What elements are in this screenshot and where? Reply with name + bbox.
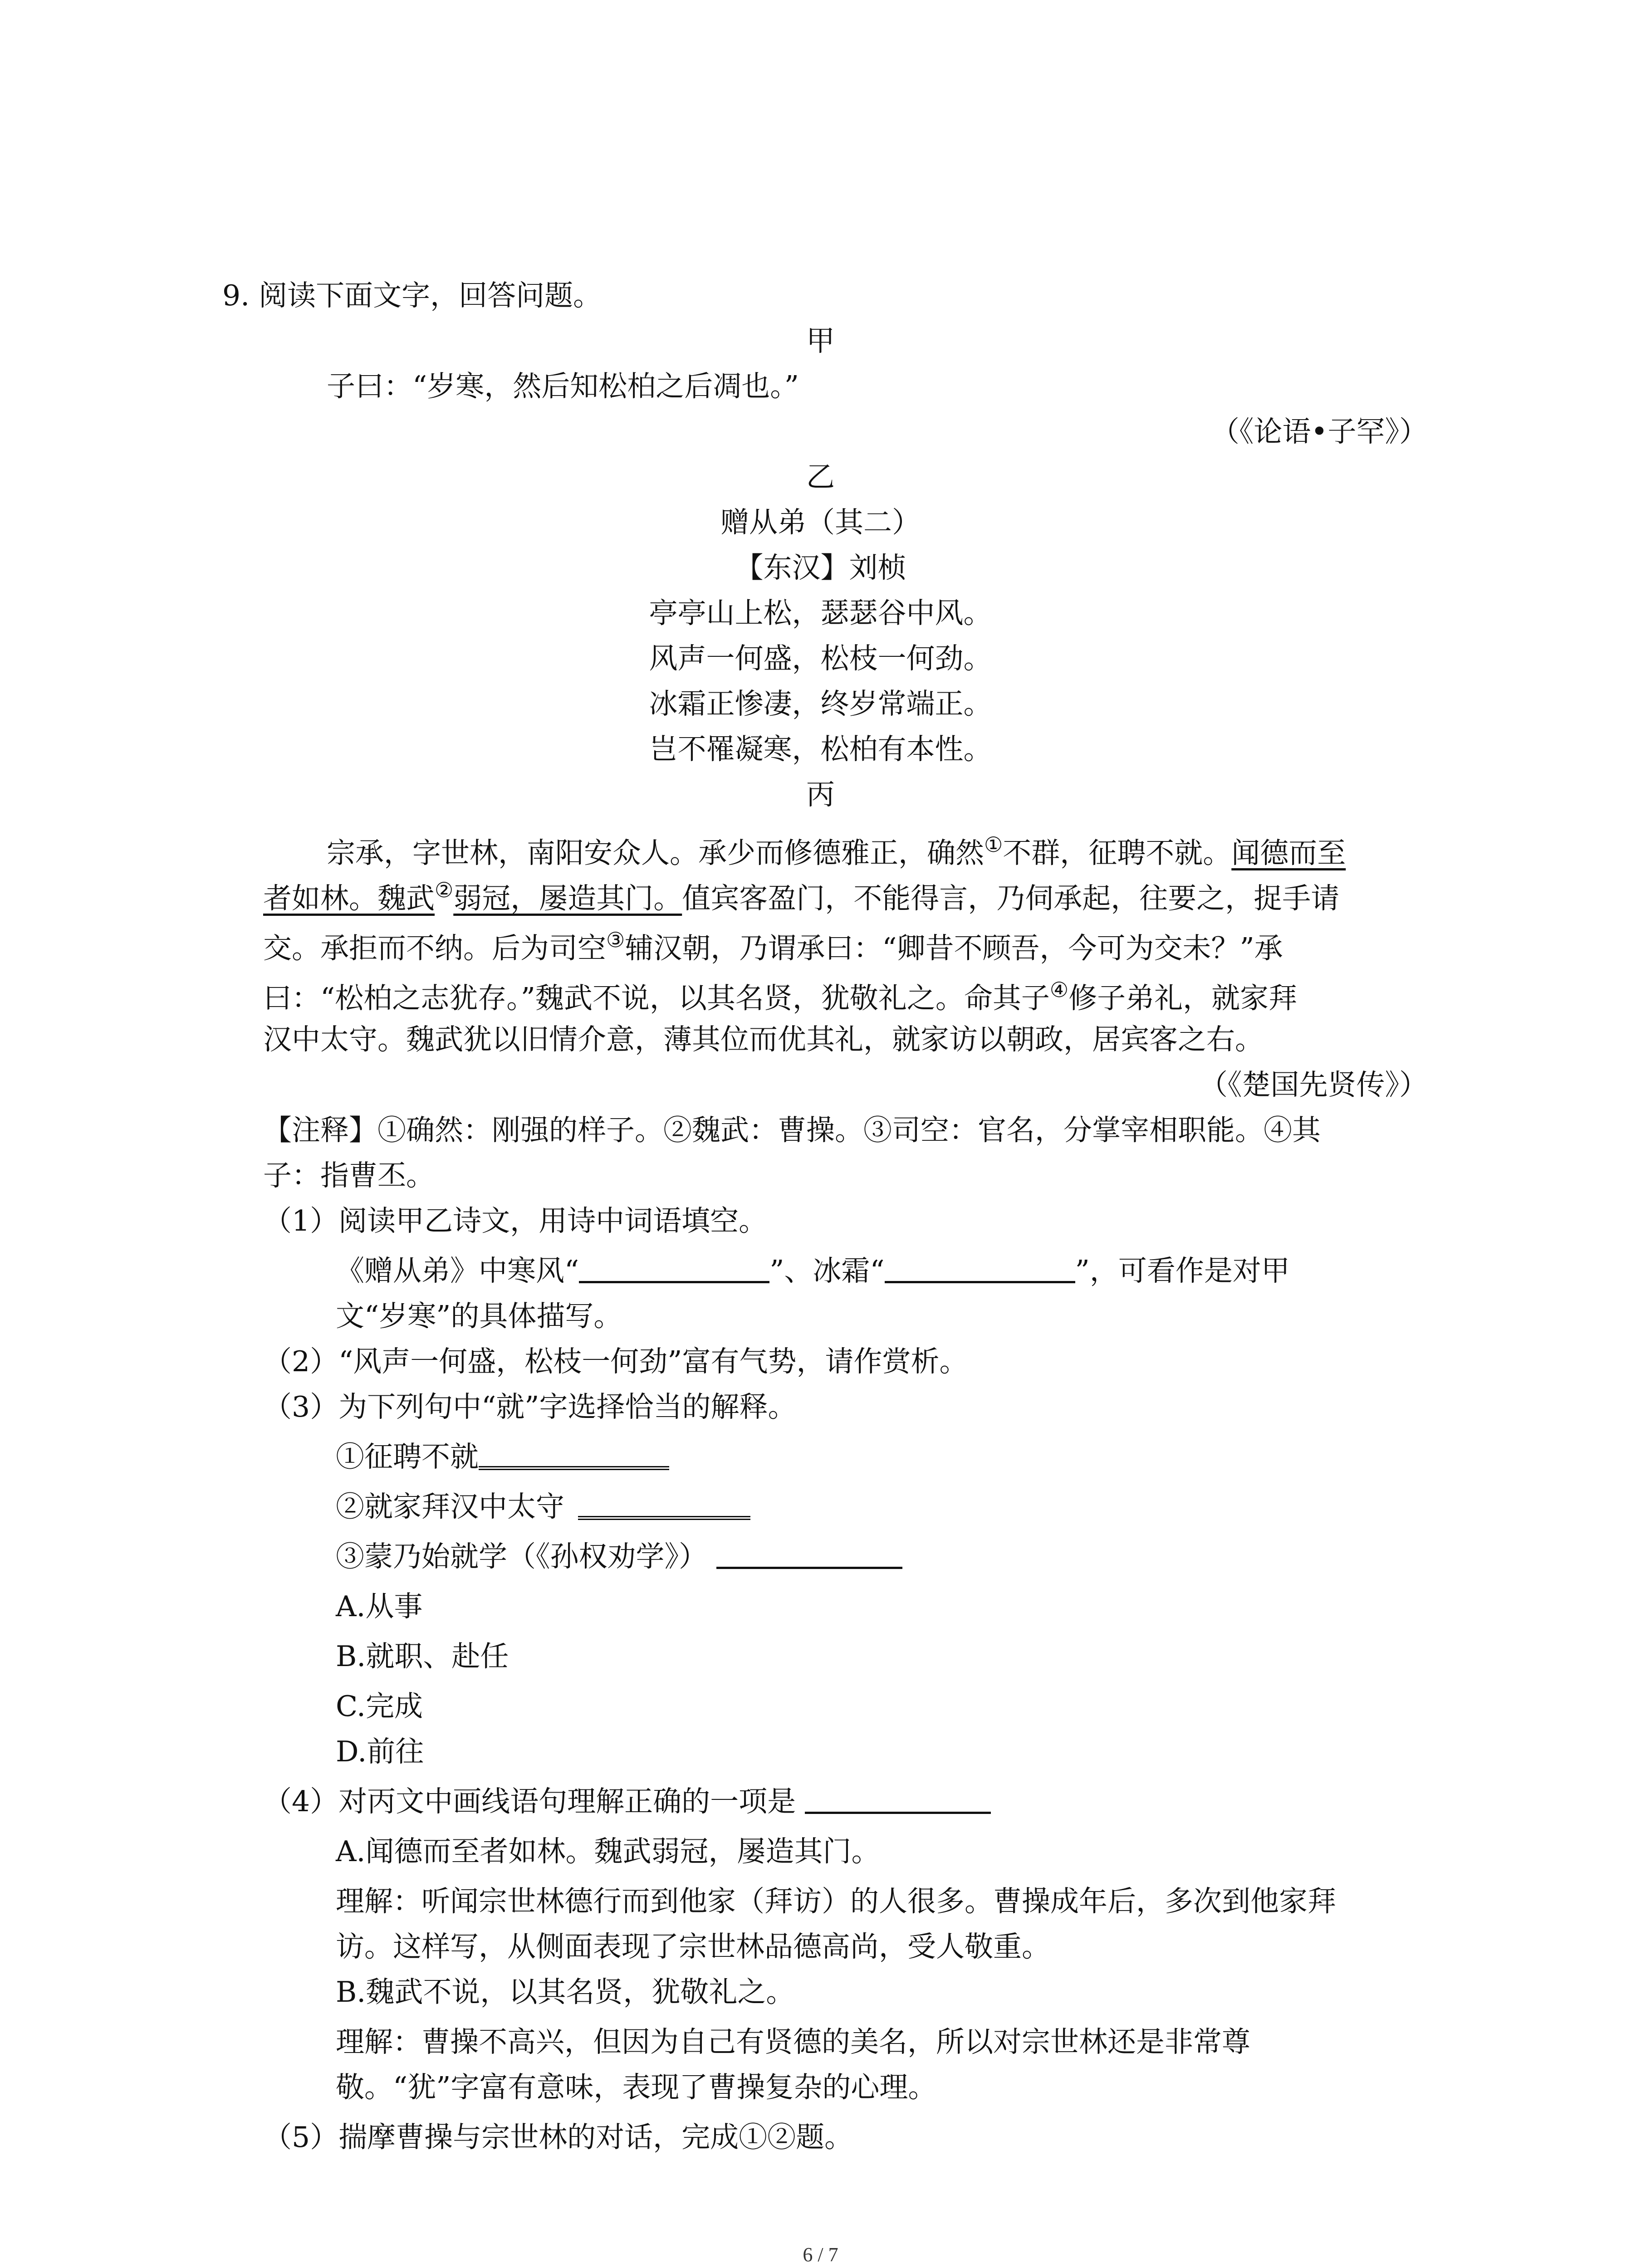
section-c-line-3: 交。承拒而不纳。后为司空③辅汉朝，乃谓承曰：“卿昔不顾吾，今可为交未？”承: [263, 928, 1283, 965]
section-a-label: 甲: [806, 324, 835, 357]
section-b-label: 乙: [806, 460, 835, 494]
q4-option-b: B.魏武不说，以其名贤，犹敬礼之。: [336, 1975, 795, 2009]
underlined-sentence: 者如林。魏武: [263, 882, 435, 915]
underlined-sentence: 弱冠，屡造其门。: [453, 882, 682, 915]
poem-line: 岂不罹凝寒，松柏有本性。: [649, 733, 992, 766]
answer-blank[interactable]: [579, 1256, 769, 1283]
notes-line-2: 子：指曹丕。: [263, 1159, 435, 1192]
q3-item: ①征聘不就: [336, 1439, 669, 1475]
q4-explanation: 理解：曹操不高兴，但因为自己有贤德的美名，所以对宗世林还是非常尊: [336, 2025, 1250, 2058]
notes-line-1: 【注释】①确然：刚强的样子。②魏武：曹操。③司空：官名，分掌宰相职能。④其: [263, 1114, 1321, 1147]
q3-option: C.完成: [336, 1690, 423, 1723]
answer-blank[interactable]: [716, 1541, 902, 1569]
answer-blank[interactable]: [578, 1492, 750, 1520]
section-a-text: 子曰：“岁寒，然后知松柏之后凋也。”: [327, 370, 799, 403]
section-c-line-5: 汉中太守。魏武犹以旧情介意，薄其位而优其礼，就家访以朝政，居宾客之右。: [263, 1023, 1264, 1056]
poem-author: 【东汉】刘桢: [735, 551, 906, 584]
q3-option: A.从事: [336, 1590, 423, 1623]
q2-prompt: （2）“风声一何盛，松枝一何劲”富有气势，请作赏析。: [263, 1345, 968, 1378]
section-c-line-2: 者如林。魏武②弱冠，屡造其门。值宾客盈门，不能得言，乃伺承起，往要之，捉手请: [263, 878, 1340, 915]
underlined-sentence: 闻德而至: [1231, 836, 1346, 870]
q1-fill-line: 《赠从弟》中寒风“ ”、冰霜“ ”，可看作是对甲: [336, 1254, 1290, 1287]
poem-line: 亭亭山上松，瑟瑟谷中风。: [649, 596, 992, 630]
q5-prompt: （5）揣摩曹操与宗世林的对话，完成①②题。: [263, 2121, 853, 2154]
q1-prompt: （1）阅读甲乙诗文，用诗中词语填空。: [263, 1204, 768, 1237]
q3-item: ③蒙乃始就学（《孙权劝学》）: [336, 1539, 902, 1575]
poem-line: 冰霜正惨凄，终岁常端正。: [649, 687, 992, 720]
poem-title: 赠从弟（其二）: [720, 506, 921, 539]
page-number: 6 / 7: [803, 2244, 838, 2266]
section-a-source: （《论语•子罕》）: [1210, 415, 1428, 448]
answer-blank[interactable]: [805, 1786, 991, 1814]
answer-blank[interactable]: [885, 1256, 1075, 1283]
q4-explanation: 敬。“犹”字富有意味，表现了曹操复杂的心理。: [336, 2071, 937, 2104]
answer-blank[interactable]: [479, 1442, 669, 1470]
q3-item: ②就家拜汉中太守: [336, 1489, 750, 1525]
q3-option: B.就职、赴任: [336, 1640, 509, 1673]
q4-option-a: A.闻德而至者如林。魏武弱冠，屡造其门。: [336, 1835, 880, 1868]
q1-line-2: 文“岁寒”的具体描写。: [336, 1300, 622, 1333]
question-heading: 9. 阅读下面文字，回答问题。: [222, 279, 602, 312]
section-c-label: 丙: [806, 778, 835, 811]
q3-option: D.前往: [336, 1735, 424, 1768]
section-c-source: （《楚国先贤传》）: [1199, 1068, 1428, 1101]
section-c-line-1: 宗承，字世林，南阳安众人。承少而修德雅正，确然①不群，征聘不就。闻德而至: [327, 832, 1346, 870]
q4-explanation: 理解：听闻宗世林德行而到他家（拜访）的人很多。曹操成年后，多次到他家拜: [336, 1885, 1336, 1918]
q4-prompt: （4）对丙文中画线语句理解正确的一项是: [263, 1784, 991, 1820]
section-c-line-4: 曰：“松柏之志犹存。”魏武不说，以其名贤，犹敬礼之。命其子④修子弟礼，就家拜: [263, 978, 1298, 1015]
q4-explanation: 访。这样写，从侧面表现了宗世林品德高尚，受人敬重。: [336, 1930, 1050, 1963]
poem-line: 风声一何盛，松枝一何劲。: [649, 642, 992, 675]
q3-prompt: （3）为下列句中“就”字选择恰当的解释。: [263, 1390, 797, 1423]
